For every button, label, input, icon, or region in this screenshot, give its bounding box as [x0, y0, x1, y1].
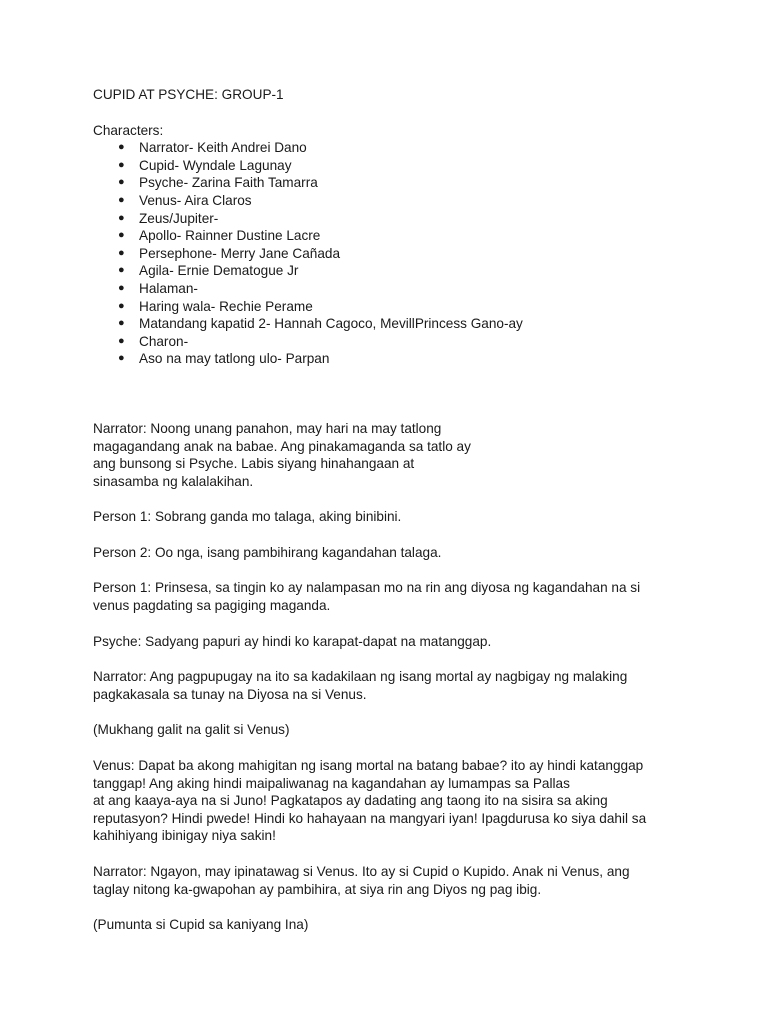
script-paragraph — [93, 544, 683, 562]
characters-heading: Characters: — [93, 122, 164, 138]
bullet-icon: ● — [118, 193, 125, 206]
script-paragraph — [93, 916, 683, 934]
bullet-icon: ● — [118, 352, 125, 365]
paragraph-line: magagandang anak na babae. Ang pinakamaganda sa tatlo ay — [93, 438, 471, 454]
paragraph-line: Person 2: Oo nga, isang pambihirang kagandahan talaga. — [93, 544, 442, 560]
paragraph-line: Venus: Dapat ba akong mahigitan ng isang mortal na batang babae? ito ay hindi katanggap — [93, 758, 644, 774]
spacer — [93, 703, 683, 721]
paragraph-line: (Mukhang galit na galit si Venus) — [93, 722, 290, 738]
character-label: Venus- Aira Claros — [139, 192, 252, 208]
document-title: CUPID AT PSYCHE: GROUP-1 — [93, 87, 284, 102]
paragraph-line: tanggap! Ang aking hindi maipaliwanag na kagandahan ay lumampas sa Pallas — [93, 775, 570, 791]
character-label: Apollo- Rainner Dustine Lacre — [139, 228, 321, 244]
script-paragraph — [93, 420, 683, 490]
paragraph-line: Person 1: Sobrang ganda mo talaga, aking binibini. — [93, 509, 402, 525]
character-label: Narrator- Keith Andrei Dano — [139, 140, 307, 156]
bullet-icon: ● — [118, 176, 125, 189]
character-item — [93, 280, 683, 298]
bullet-icon: ● — [118, 281, 125, 294]
bullet-icon: ● — [118, 158, 125, 171]
spacer — [93, 845, 683, 863]
script-paragraph — [93, 579, 683, 614]
spacer — [93, 104, 683, 122]
script-paragraph — [93, 721, 683, 739]
character-label: Persephone- Merry Jane Cañada — [139, 245, 340, 261]
character-item — [93, 315, 683, 333]
character-label: Cupid- Wyndale Lagunay — [139, 157, 292, 173]
script-paragraph — [93, 508, 683, 526]
characters-list — [93, 139, 683, 368]
character-label: Agila- Ernie Dematogue Jr — [139, 263, 299, 279]
script-paragraph — [93, 863, 683, 898]
character-label: Haring wala- Rechie Perame — [139, 298, 313, 314]
bullet-icon: ● — [118, 246, 125, 259]
character-item — [93, 210, 683, 228]
spacer — [93, 898, 683, 916]
paragraph-line: kahihiyang ibinigay niya sakin! — [93, 828, 276, 844]
script-paragraph — [93, 633, 683, 651]
paragraph-line: reputasyon? Hindi pwede! Hindi ko hahayaan na mangyari iyan! Ipagdurusa ko siya dahil sa — [93, 810, 647, 826]
bullet-icon: ● — [118, 229, 125, 242]
paragraph-line: taglay nitong ka-gwapohan ay pambihira, at siya rin ang Diyos ng pag ibig. — [93, 881, 542, 897]
paragraph-line: pagkakasala sa tunay na Diyosa na si Venus. — [93, 686, 367, 702]
character-item — [93, 227, 683, 245]
character-item — [93, 192, 683, 210]
character-item — [93, 298, 683, 316]
bullet-icon: ● — [118, 299, 125, 312]
spacer — [93, 526, 683, 544]
spacer — [93, 368, 683, 420]
character-label: Psyche- Zarina Faith Tamarra — [139, 175, 318, 191]
character-item — [93, 157, 683, 175]
spacer — [93, 739, 683, 757]
bullet-icon: ● — [118, 317, 125, 330]
script-paragraph — [93, 668, 683, 703]
spacer — [93, 650, 683, 668]
character-label: Zeus/Jupiter- — [139, 210, 219, 226]
character-item — [93, 350, 683, 368]
script-paragraph — [93, 757, 683, 845]
character-item — [93, 245, 683, 263]
character-label: Aso na may tatlong ulo- Parpan — [139, 351, 330, 367]
document-body — [93, 86, 683, 934]
bullet-icon: ● — [118, 264, 125, 277]
paragraph-line: Person 1: Prinsesa, sa tingin ko ay nalampasan mo na rin ang diyosa ng kagandahan na si — [93, 580, 641, 596]
character-label: Halaman- — [139, 280, 198, 296]
spacer — [93, 490, 683, 508]
paragraph-line: (Pumunta si Cupid sa kaniyang Ina) — [93, 917, 309, 933]
paragraph-line: ang bunsong si Psyche. Labis siyang hinahangaan at — [93, 456, 415, 472]
bullet-icon: ● — [118, 141, 125, 154]
character-item — [93, 333, 683, 351]
spacer — [93, 615, 683, 633]
character-label: Matandang kapatid 2- Hannah Cagoco, MevillPrincess Gano-ay — [139, 316, 523, 332]
paragraph-line: Narrator: Noong unang panahon, may hari na may tatlong — [93, 420, 442, 436]
paragraph-line: at ang kaaya-aya na si Juno! Pagkatapos ay dadating ang taong ito na sisira sa aking — [93, 793, 608, 809]
bullet-icon: ● — [118, 211, 125, 224]
character-item — [93, 262, 683, 280]
bullet-icon: ● — [118, 334, 125, 347]
character-item — [93, 139, 683, 157]
paragraph-line: Narrator: Ang pagpupugay na ito sa kadakilaan ng isang mortal ay nagbigay ng malaking — [93, 669, 628, 685]
character-label: Charon- — [139, 333, 189, 349]
paragraph-line: Psyche: Sadyang papuri ay hindi ko karapat-dapat na matanggap. — [93, 633, 492, 649]
character-item — [93, 174, 683, 192]
paragraph-line: sinasamba ng kalalakihan. — [93, 473, 254, 489]
spacer — [93, 561, 683, 579]
script-paragraphs — [93, 368, 683, 934]
paragraph-line: venus pagdating sa pagiging maganda. — [93, 598, 331, 614]
paragraph-line: Narrator: Ngayon, may ipinatawag si Venus. Ito ay si Cupid o Kupido. Anak ni Venus, ang — [93, 864, 630, 879]
